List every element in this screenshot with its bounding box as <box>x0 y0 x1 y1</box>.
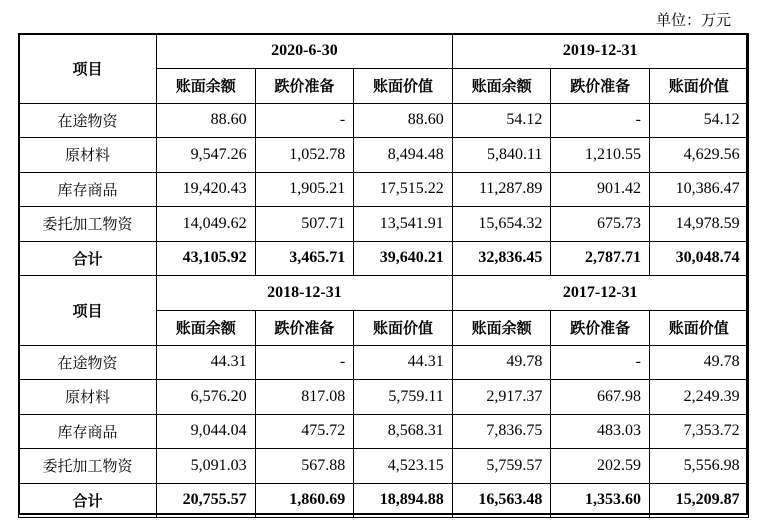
table-cell: 7,836.75 <box>452 414 551 449</box>
table-cell: 2,787.71 <box>551 241 650 276</box>
table-cell: 10,386.47 <box>649 172 748 207</box>
table-cell: 5,840.11 <box>452 138 551 173</box>
table-cell: 5,759.57 <box>452 449 551 484</box>
column-header: 账面余额 <box>157 69 256 104</box>
table-cell: 39,640.21 <box>354 241 453 276</box>
table-cell: 4,629.56 <box>649 138 748 173</box>
date-header: 2018-12-31 <box>157 276 453 311</box>
column-header: 账面价值 <box>354 69 453 104</box>
date-header: 2017-12-31 <box>452 276 748 311</box>
table-cell: 1,860.69 <box>255 483 354 518</box>
table-cell: 9,044.04 <box>157 414 256 449</box>
table-cell: 43,105.92 <box>157 241 256 276</box>
column-header: 账面余额 <box>452 69 551 104</box>
table-cell: 54.12 <box>452 103 551 138</box>
table-cell: 14,049.62 <box>157 207 256 242</box>
table-cell: 8,568.31 <box>354 414 453 449</box>
total-row <box>19 483 749 518</box>
table-cell: 15,209.87 <box>649 483 748 518</box>
table-cell: 44.31 <box>354 345 453 380</box>
table-cell: 6,576.20 <box>157 380 256 415</box>
table-row <box>19 345 749 380</box>
table-cell: 3,465.71 <box>255 241 354 276</box>
table-cell: 5,759.11 <box>354 380 453 415</box>
table-cell: 667.98 <box>551 380 650 415</box>
item-header: 项目 <box>19 276 157 346</box>
table-cell: 17,515.22 <box>354 172 453 207</box>
date-header-row <box>19 276 749 311</box>
table-cell: 1,210.55 <box>551 138 650 173</box>
table-row <box>19 207 749 242</box>
table-cell: 675.73 <box>551 207 650 242</box>
table-cell: 567.88 <box>255 449 354 484</box>
table-cell: 11,287.89 <box>452 172 551 207</box>
row-label: 在途物资 <box>19 345 157 380</box>
table-cell: - <box>255 103 354 138</box>
table-cell: 5,091.03 <box>157 449 256 484</box>
table-cell: 88.60 <box>354 103 453 138</box>
table-cell: 15,654.32 <box>452 207 551 242</box>
row-label: 合计 <box>19 483 157 518</box>
table-cell: 817.08 <box>255 380 354 415</box>
table-cell: 5,556.98 <box>649 449 748 484</box>
table-cell: 19,420.43 <box>157 172 256 207</box>
table-cell: 44.31 <box>157 345 256 380</box>
table-row <box>19 414 749 449</box>
table-cell: 49.78 <box>649 345 748 380</box>
table-row <box>19 103 749 138</box>
table-cell: 32,836.45 <box>452 241 551 276</box>
column-header: 跌价准备 <box>255 69 354 104</box>
row-label: 委托加工物资 <box>19 207 157 242</box>
column-header: 账面余额 <box>452 311 551 346</box>
column-header: 跌价准备 <box>255 311 354 346</box>
row-label: 原材料 <box>19 138 157 173</box>
table-cell: 16,563.48 <box>452 483 551 518</box>
row-label: 合计 <box>19 241 157 276</box>
column-header: 账面价值 <box>649 311 748 346</box>
table-row <box>19 138 749 173</box>
table-cell: - <box>551 103 650 138</box>
column-header: 账面价值 <box>649 69 748 104</box>
table-cell: 8,494.48 <box>354 138 453 173</box>
column-header: 跌价准备 <box>551 69 650 104</box>
row-label: 库存商品 <box>19 414 157 449</box>
table-cell: 54.12 <box>649 103 748 138</box>
table-cell: 202.59 <box>551 449 650 484</box>
date-header: 2020-6-30 <box>157 34 453 69</box>
table-cell: 2,917.37 <box>452 380 551 415</box>
unit-label: 单位：万元 <box>655 11 731 29</box>
table-cell: 30,048.74 <box>649 241 748 276</box>
column-header: 账面价值 <box>354 311 453 346</box>
row-label: 原材料 <box>19 380 157 415</box>
table-cell: 49.78 <box>452 345 551 380</box>
table-cell: - <box>255 345 354 380</box>
column-header: 账面余额 <box>157 311 256 346</box>
column-header: 跌价准备 <box>551 311 650 346</box>
row-label: 委托加工物资 <box>19 449 157 484</box>
table-cell: - <box>551 345 650 380</box>
table-cell: 1,353.60 <box>551 483 650 518</box>
table-row <box>19 172 749 207</box>
table-row <box>19 449 749 484</box>
table-cell: 1,052.78 <box>255 138 354 173</box>
table-cell: 4,523.15 <box>354 449 453 484</box>
table-cell: 475.72 <box>255 414 354 449</box>
table-cell: 7,353.72 <box>649 414 748 449</box>
table-cell: 901.42 <box>551 172 650 207</box>
table-cell: 483.03 <box>551 414 650 449</box>
table-cell: 20,755.57 <box>157 483 256 518</box>
table-cell: 18,894.88 <box>354 483 453 518</box>
date-header-row <box>19 34 749 69</box>
table-cell: 2,249.39 <box>649 380 748 415</box>
item-header: 项目 <box>19 34 157 104</box>
total-row <box>19 241 749 276</box>
table-row <box>19 380 749 415</box>
table-cell: 13,541.91 <box>354 207 453 242</box>
table-cell: 88.60 <box>157 103 256 138</box>
row-label: 库存商品 <box>19 172 157 207</box>
table-cell: 507.71 <box>255 207 354 242</box>
table-cell: 1,905.21 <box>255 172 354 207</box>
row-label: 在途物资 <box>19 103 157 138</box>
inventory-table <box>18 33 749 518</box>
date-header: 2019-12-31 <box>452 34 748 69</box>
table-cell: 14,978.59 <box>649 207 748 242</box>
table-cell: 9,547.26 <box>157 138 256 173</box>
